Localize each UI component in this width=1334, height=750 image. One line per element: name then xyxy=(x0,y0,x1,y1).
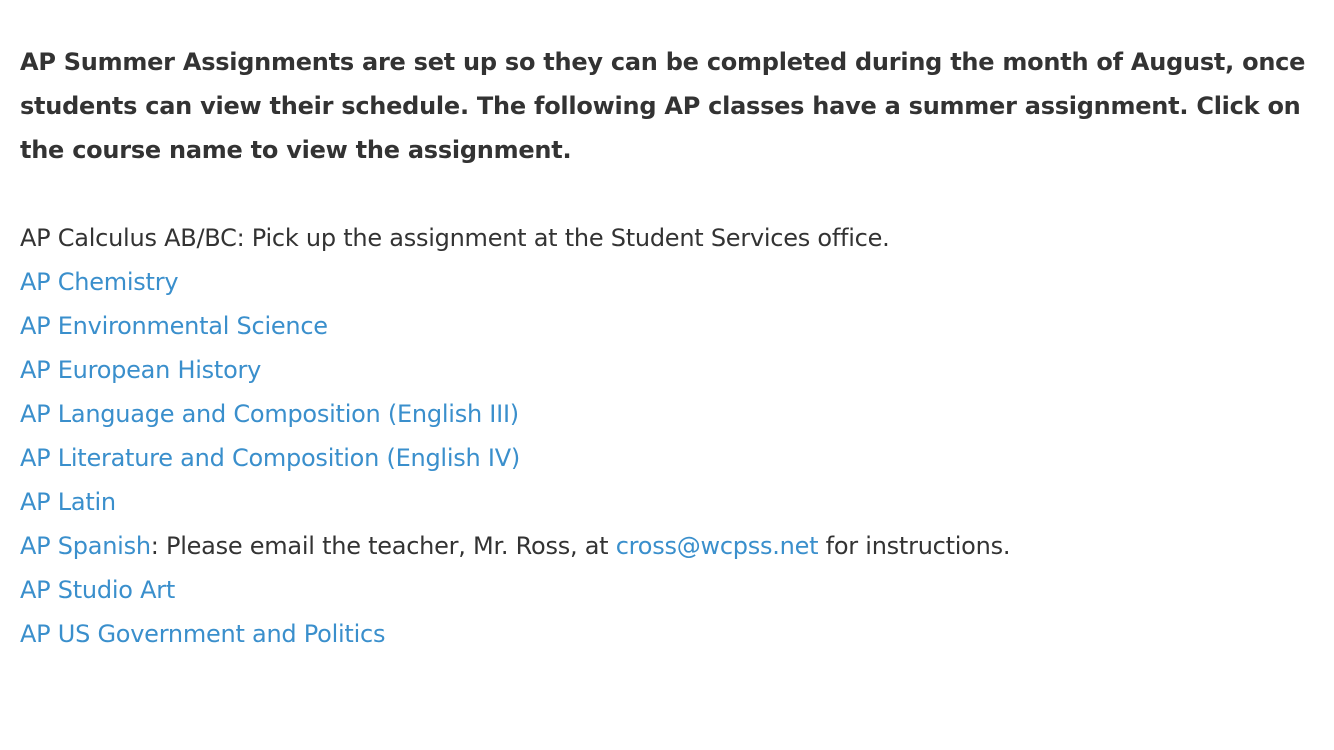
latin-link[interactable]: AP Latin xyxy=(20,488,116,516)
list-item-literature-composition xyxy=(20,436,1320,480)
spanish-note-before: : Please email the teacher, Mr. Ross, at xyxy=(150,532,616,560)
page-content xyxy=(20,40,1320,656)
list-item-european-history xyxy=(20,348,1320,392)
teacher-email-link[interactable]: cross@wcpss.net xyxy=(615,532,819,560)
language-composition-link[interactable]: AP Language and Composition (English III) xyxy=(20,400,519,428)
us-government-link[interactable]: AP US Government and Politics xyxy=(20,620,386,648)
list-item-calculus xyxy=(20,216,1320,260)
calculus-text: AP Calculus AB/BC: Pick up the assignment at the Student Services office. xyxy=(20,224,890,252)
european-history-link[interactable]: AP European History xyxy=(20,356,262,384)
list-item-chemistry xyxy=(20,260,1320,304)
list-item-studio-art xyxy=(20,568,1320,612)
list-item-us-government xyxy=(20,612,1320,656)
course-list xyxy=(20,216,1320,656)
list-item-spanish xyxy=(20,524,1320,568)
list-item-environmental-science xyxy=(20,304,1320,348)
environmental-science-link[interactable]: AP Environmental Science xyxy=(20,312,328,340)
list-item-language-composition xyxy=(20,392,1320,436)
intro-paragraph: AP Summer Assignments are set up so they can be completed during the month of August, once students can view their schedule. The following AP classes have a summer assignment. Click on the course name to view the assignment. xyxy=(20,48,1306,164)
studio-art-link[interactable]: AP Studio Art xyxy=(20,576,176,604)
spanish-link[interactable]: AP Spanish xyxy=(20,532,151,560)
literature-composition-link[interactable]: AP Literature and Composition (English IV) xyxy=(20,444,520,472)
list-item-latin xyxy=(20,480,1320,524)
chemistry-link[interactable]: AP Chemistry xyxy=(20,268,179,296)
spanish-note-after: for instructions. xyxy=(818,532,1011,560)
